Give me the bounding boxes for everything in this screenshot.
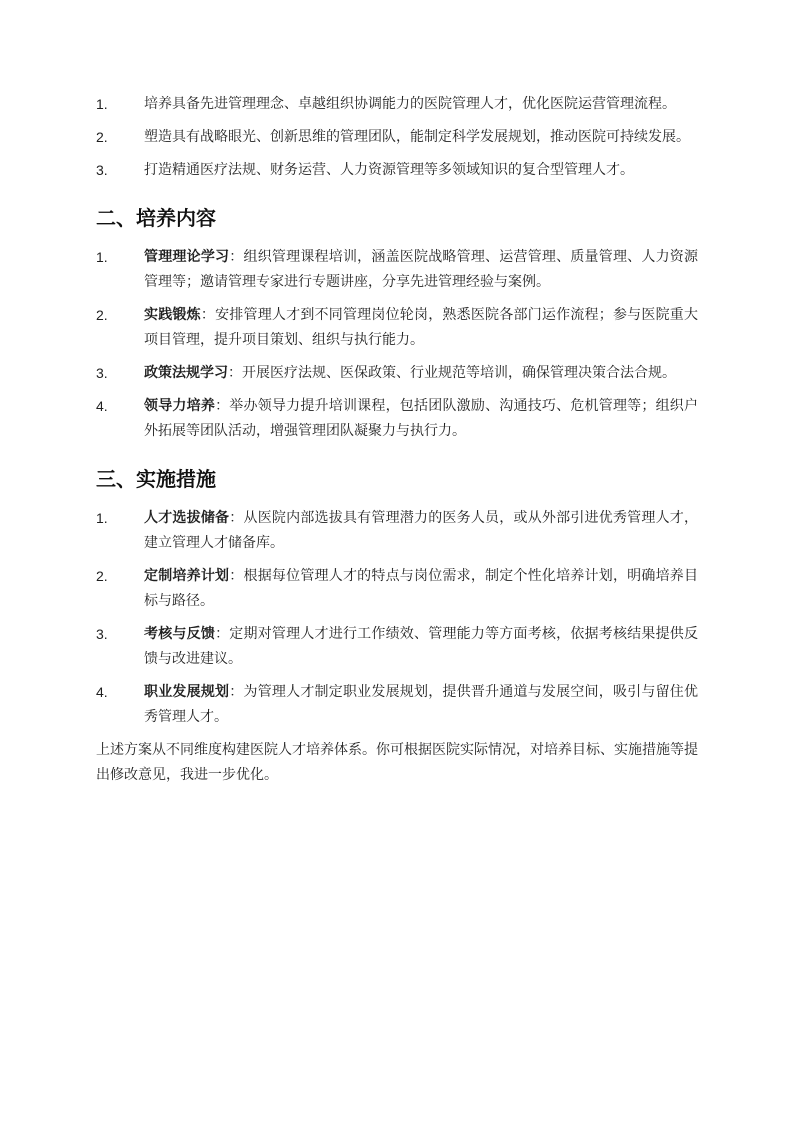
- item-separator: ：: [228, 365, 242, 381]
- item-title: 职业发展规划: [144, 684, 230, 700]
- list-item: [96, 125, 698, 150]
- item-number: 4.: [96, 398, 108, 414]
- measures-list: [96, 506, 698, 730]
- item-body: [144, 394, 698, 444]
- item-text: 定期对管理人才进行工作绩效、管理能力等方面考核，依据考核结果提供反馈与改进建议。: [144, 626, 699, 667]
- item-body: [144, 622, 698, 672]
- item-body: [144, 245, 698, 295]
- item-separator: ：: [215, 626, 230, 642]
- item-separator: ：: [229, 684, 244, 700]
- list-item: [96, 361, 698, 386]
- content-list: [96, 245, 698, 444]
- item-text: 组织管理课程培训，涵盖医院战略管理、运营管理、质量管理、人力资源管理等；邀请管理专家进行专题讲座，分享先进管理经验与案例。: [144, 249, 699, 290]
- item-separator: ：: [229, 568, 244, 584]
- list-item: [96, 622, 698, 672]
- item-title: 政策法规学习: [144, 365, 228, 381]
- item-number: 2.: [96, 129, 108, 145]
- list-item: [96, 564, 698, 614]
- item-separator: ：: [229, 510, 244, 526]
- item-number: 2.: [96, 568, 108, 584]
- item-number: 1.: [96, 96, 108, 112]
- goals-list: [96, 92, 698, 183]
- item-title: 实践锻炼: [144, 307, 201, 323]
- item-text: 塑造具有战略眼光、创新思维的管理团队，能制定科学发展规划，推动医院可持续发展。: [144, 129, 690, 145]
- section-heading-content: 二、培养内容: [96, 206, 216, 230]
- item-text: 培养具备先进管理理念、卓越组织协调能力的医院管理人才，优化医院运营管理流程。: [144, 96, 676, 112]
- item-body: [144, 303, 698, 353]
- item-body: [144, 564, 698, 614]
- item-body: [144, 506, 698, 556]
- item-title: 考核与反馈: [144, 626, 216, 642]
- item-text: 安排管理人才到不同管理岗位轮岗，熟悉医院各部门运作流程；参与医院重大项目管理，提升项目策划、组织与执行能力。: [144, 307, 699, 348]
- list-item: [96, 245, 698, 295]
- item-number: 3.: [96, 626, 108, 642]
- list-item: [96, 506, 698, 556]
- item-number: 3.: [96, 365, 108, 381]
- item-title: 领导力培养: [144, 398, 216, 414]
- list-item: [96, 92, 698, 117]
- item-number: 4.: [96, 684, 108, 700]
- summary-paragraph: 上述方案从不同维度构建医院人才培养体系。你可根据医院实际情况，对培养目标、实施措施等提出修改意见，我进一步优化。: [96, 742, 698, 783]
- item-number: 2.: [96, 307, 108, 323]
- item-title: 人才选拔储备: [144, 510, 230, 526]
- item-separator: ：: [200, 307, 216, 323]
- item-text: 从医院内部选拔具有管理潜力的医务人员，或从外部引进优秀管理人才，建立管理人才储备库。: [144, 510, 699, 551]
- section-heading-measures: 三、实施措施: [96, 467, 216, 491]
- item-title: 管理理论学习: [144, 249, 230, 265]
- item-text: 举办领导力提升培训课程，包括团队激励、沟通技巧、危机管理等；组织户外拓展等团队活动，增强管理团队凝聚力与执行力。: [144, 398, 699, 439]
- item-number: 1.: [96, 510, 108, 526]
- list-item: [96, 158, 698, 183]
- item-text: 根据每位管理人才的特点与岗位需求，制定个性化培养计划，明确培养目标与路径。: [144, 568, 699, 609]
- list-item: [96, 394, 698, 444]
- item-number: 3.: [96, 162, 108, 178]
- item-body: [144, 361, 698, 386]
- item-separator: ：: [215, 398, 230, 414]
- list-item: [96, 680, 698, 730]
- item-title: 定制培养计划: [144, 568, 230, 584]
- item-text: 为管理人才制定职业发展规划，提供晋升通道与发展空间，吸引与留住优秀管理人才。: [144, 684, 699, 725]
- item-text: 打造精通医疗法规、财务运营、人力资源管理等多领域知识的复合型管理人才。: [144, 162, 634, 178]
- item-body: [144, 680, 698, 730]
- item-separator: ：: [229, 249, 244, 265]
- item-number: 1.: [96, 249, 108, 265]
- list-item: [96, 303, 698, 353]
- item-text: 开展医疗法规、医保政策、行业规范等培训，确保管理决策合法合规。: [242, 365, 676, 381]
